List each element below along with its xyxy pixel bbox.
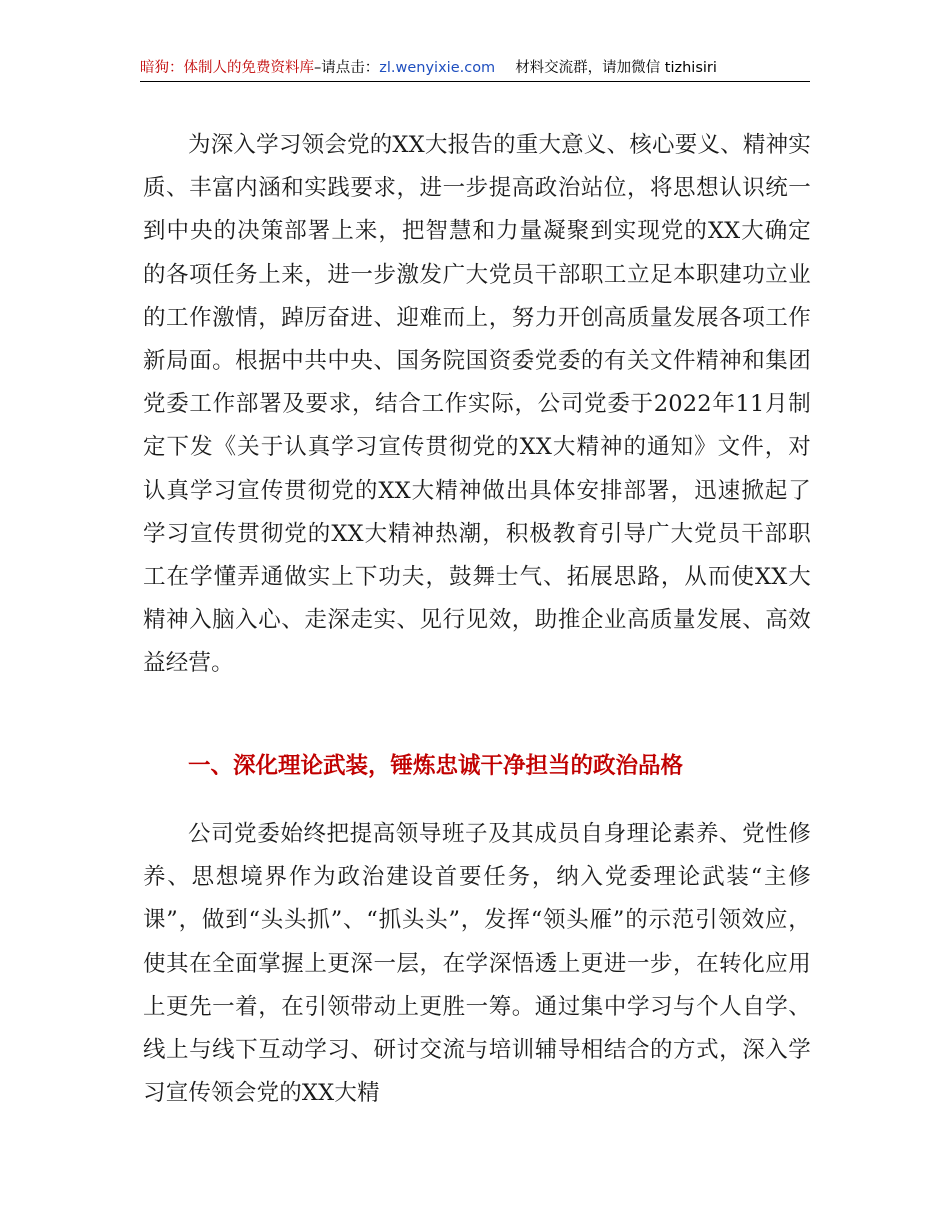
header-divider (140, 81, 810, 82)
intro-paragraph: 为深入学习领会党的XX大报告的重大意义、核心要义、精神实质、丰富内涵和实践要求，进一步提高政治站位，将思想认识统一到中央的决策部署上来，把智慧和力量凝聚到实现党的XX大确定的各项任务上来，进一步激发广大党员干部职工立足本职建功立业的工作激情，踔厉奋进、迎难而上，努力开创高质量发展各项工作新局面。根据中共中央、国务院国资委党委的有关文件精神和集团党委工作部署及要求，结合工作实际，公司党委于2022年11月制定下发《关于认真学习宣传贯彻党的XX大精神的通知》文件，对认真学习宣传贯彻党的XX大精神做出具体安排部署，迅速掀起了学习宣传贯彻党的XX大精神热潮，积极教育引导广大党员干部职工在学懂弄通做实上下功夫，鼓舞士气、拓展思路，从而使XX大精神入脑入心、走深走实、见行见效，助推企业高质量发展、高效益经营。 (143, 132, 811, 677)
header-prompt: –请点击： (314, 60, 380, 76)
section-heading-1: 一、深化理论武装，锤炼忠诚干净担当的政治品格 (188, 753, 684, 779)
document-header (140, 56, 810, 82)
header-link[interactable]: zl.wenyixie.com (379, 60, 496, 76)
header-contact: 材料交流群，请加微信 tizhisiri (515, 60, 717, 76)
header-brand: 暗狗：体制人的免费资料库 (140, 60, 314, 76)
section-1-paragraph: 公司党委始终把提高领导班子及其成员自身理论素养、党性修养、思想境界作为政治建设首要任务，纳入党委理论武装“主修课”，做到“头头抓”、“抓头头”，发挥“领头雁”的示范引领效应，使其在全面掌握上更深一层，在学深悟透上更进一步，在转化应用上更先一着，在引领带动上更胜一筹。通过集中学习与个人自学、线上与线下互动学习、研讨交流与培训辅导相结合的方式，深入学习宣传领会党的XX大精 (143, 821, 811, 1107)
